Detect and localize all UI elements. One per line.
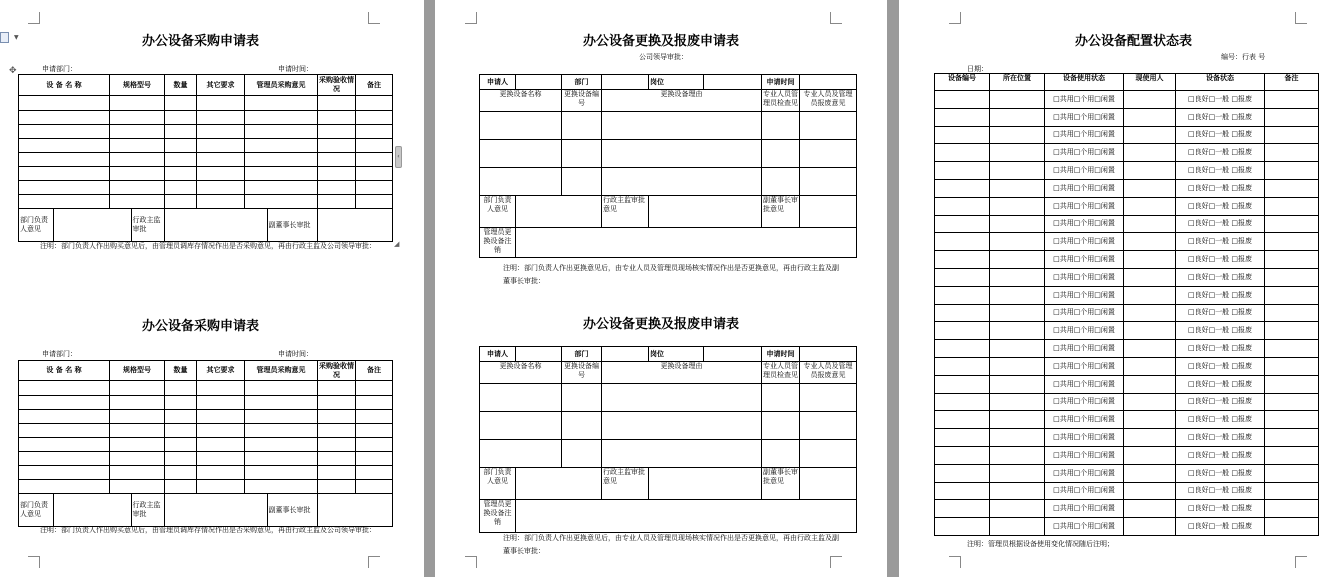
device-status-options[interactable]: □良好□一般 □报废 xyxy=(1176,233,1265,251)
crop-mark xyxy=(949,556,961,568)
usage-status-options[interactable]: □共用□个用□闲置 xyxy=(1045,411,1124,429)
purchase-table xyxy=(18,74,393,242)
usage-status-options[interactable]: □共用□个用□闲置 xyxy=(1045,357,1124,375)
header-cell: 设备状态 xyxy=(1176,74,1265,91)
table-row xyxy=(935,340,1319,358)
crop-mark xyxy=(1295,12,1307,24)
device-status-options[interactable]: □良好□一般 □报废 xyxy=(1176,340,1265,358)
table-move-icon[interactable]: ✥ xyxy=(9,66,17,76)
usage-status-options[interactable]: □共用□个用□闲置 xyxy=(1045,286,1124,304)
header-cell: 采购验收情况 xyxy=(319,361,354,379)
usage-status-options[interactable]: □共用□个用□闲置 xyxy=(1045,233,1124,251)
table-row xyxy=(19,424,393,438)
device-status-options[interactable]: □良好□一般 □报废 xyxy=(1176,304,1265,322)
table-row xyxy=(19,480,393,494)
purchase-table xyxy=(18,360,393,527)
register-label: 管理员更换设备注销 xyxy=(480,500,516,533)
device-status-options[interactable]: □良好□一般 □报废 xyxy=(1176,357,1265,375)
usage-status-options[interactable]: □共用□个用□闲置 xyxy=(1045,500,1124,518)
header-cell: 更换设备编号 xyxy=(562,362,602,384)
device-status-options[interactable]: □良好□一般 □报废 xyxy=(1176,500,1265,518)
header-cell: 采购验收情况 xyxy=(318,75,356,96)
table-row xyxy=(935,179,1319,197)
table-row xyxy=(19,125,393,139)
device-status-options[interactable]: □良好□一般 □报废 xyxy=(1176,322,1265,340)
applicant-label: 申请人 xyxy=(480,347,516,362)
table-row xyxy=(935,464,1319,482)
dept-head-label: 部门负责人意见 xyxy=(19,494,53,526)
page-2 xyxy=(435,0,887,577)
table-row xyxy=(19,153,393,167)
table-row xyxy=(19,466,393,480)
signature-row xyxy=(19,494,393,527)
header-cell: 设 备 名 称 xyxy=(19,75,110,96)
table-row xyxy=(19,381,393,396)
dept-label: 部门 xyxy=(562,75,602,90)
usage-status-options[interactable]: □共用□个用□闲置 xyxy=(1045,197,1124,215)
position-label: 岗位 xyxy=(649,347,704,362)
apply-dept-label: 申请部门： xyxy=(42,65,77,73)
chevron-down-icon[interactable]: ▼ xyxy=(14,34,19,41)
device-status-options[interactable]: □良好□一般 □报废 xyxy=(1176,91,1265,109)
page-3 xyxy=(899,0,1332,577)
header-row xyxy=(935,74,1319,91)
usage-status-options[interactable]: □共用□个用□闲置 xyxy=(1045,482,1124,500)
replace-form-title: 办公设备更换及报废申请表 xyxy=(583,317,740,332)
apply-time-label: 申请时间： xyxy=(278,65,313,73)
table-row xyxy=(935,126,1319,144)
vp-approval-label: 副董事长审批 xyxy=(268,505,311,514)
header-cell: 更换设备名称 xyxy=(480,362,562,384)
date-label: 日期： xyxy=(967,65,988,73)
purchase-note: 注明：部门负责人作出购买意见后，由管理员调库存情况作出是否采购意见，再由行政主监及公司领导审批： xyxy=(40,242,376,250)
table-row xyxy=(935,108,1319,126)
header-cell: 更换设备理由 xyxy=(602,362,762,384)
table-row xyxy=(480,140,857,168)
table-row xyxy=(480,168,857,196)
table-row xyxy=(19,396,393,410)
signature-row xyxy=(19,209,393,242)
table-row xyxy=(935,429,1319,447)
table-row xyxy=(19,111,393,125)
header-cell: 管理员采购意见 xyxy=(245,361,318,381)
device-status-options[interactable]: □良好□一般 □报废 xyxy=(1176,482,1265,500)
replace-note: 注明：部门负责人作出更换意见后，由专业人员及管理员现场核实情况作出是否更换意见，再由行政主监及副董事长审批： xyxy=(503,534,839,555)
usage-status-options[interactable]: □共用□个用□闲置 xyxy=(1045,464,1124,482)
usage-status-options[interactable]: □共用□个用□闲置 xyxy=(1045,162,1124,180)
dept-label: 部门 xyxy=(562,347,602,362)
purchase-form-title: 办公设备采购申请表 xyxy=(142,319,260,334)
dept-head-label: 部门负责人意见 xyxy=(480,468,516,500)
header-cell: 更换设备名称 xyxy=(480,90,562,112)
table-row xyxy=(935,304,1319,322)
crop-mark xyxy=(465,556,477,568)
device-status-options[interactable]: □良好□一般 □报废 xyxy=(1176,179,1265,197)
header-cell: 专业人员管理员检查见 xyxy=(762,362,800,384)
header-cell: 备注 xyxy=(1265,74,1319,91)
device-status-options[interactable]: □良好□一般 □报废 xyxy=(1176,251,1265,269)
applicant-label: 申请人 xyxy=(480,75,516,90)
header-cell: 管理员采购意见 xyxy=(245,75,318,96)
device-status-options[interactable]: □良好□一般 □报废 xyxy=(1176,393,1265,411)
admin-approval-label: 行政主监审批意见 xyxy=(602,196,649,228)
header-cell: 其它要求 xyxy=(197,75,245,96)
device-status-options[interactable]: □良好□一般 □报废 xyxy=(1176,429,1265,447)
usage-status-options[interactable]: □共用□个用□闲置 xyxy=(1045,375,1124,393)
crop-mark xyxy=(465,12,477,24)
usage-status-options[interactable]: □共用□个用□闲置 xyxy=(1045,322,1124,340)
header-cell: 更换设备编号 xyxy=(562,90,602,112)
table-row xyxy=(19,139,393,153)
position-label: 岗位 xyxy=(649,75,704,90)
usage-status-options[interactable]: □共用□个用□闲置 xyxy=(1045,126,1124,144)
replace-table xyxy=(479,74,857,258)
config-form-title: 办公设备配置状态表 xyxy=(1075,34,1193,49)
header-cell: 其它要求 xyxy=(197,361,245,381)
usage-status-options[interactable]: □共用□个用□闲置 xyxy=(1045,393,1124,411)
header-cell: 数量 xyxy=(165,75,197,96)
device-status-options[interactable]: □良好□一般 □报废 xyxy=(1176,464,1265,482)
purchase-note: 注明：部门负责人作出购买意见后，由管理员调库存情况作出是否采购意见，再由行政主监及公司领导审批： xyxy=(40,526,376,534)
usage-status-options[interactable]: □共用□个用□闲置 xyxy=(1045,268,1124,286)
device-status-options[interactable]: □良好□一般 □报废 xyxy=(1176,215,1265,233)
serial-label: 编号：行表 号 xyxy=(1221,53,1266,61)
device-status-options[interactable]: □良好□一般 □报废 xyxy=(1176,126,1265,144)
usage-status-options[interactable]: □共用□个用□闲置 xyxy=(1045,518,1124,536)
crop-mark xyxy=(830,12,842,24)
table-row xyxy=(19,181,393,195)
table-row xyxy=(935,233,1319,251)
header-cell: 规格型号 xyxy=(110,361,165,381)
vp-approval-label: 副董事长审批 xyxy=(268,220,311,229)
apply-dept-label: 申请部门： xyxy=(42,350,77,358)
header-cell: 设备使用状态 xyxy=(1045,74,1124,91)
device-status-options[interactable]: □良好□一般 □报废 xyxy=(1176,108,1265,126)
table-row xyxy=(935,446,1319,464)
table-row xyxy=(480,384,857,412)
register-row xyxy=(480,228,857,258)
purchase-form-title: 办公设备采购申请表 xyxy=(142,34,260,49)
apply-time-label: 申请时间 xyxy=(762,75,800,90)
header-cell: 设备编号 xyxy=(935,74,990,91)
header-cell: 更换设备理由 xyxy=(602,90,762,112)
table-row xyxy=(19,167,393,181)
replace-form-title: 办公设备更换及报废申请表 xyxy=(583,34,740,49)
signature-row xyxy=(480,196,857,228)
table-row xyxy=(935,482,1319,500)
device-status-options[interactable]: □良好□一般 □报废 xyxy=(1176,375,1265,393)
table-row xyxy=(935,91,1319,109)
apply-time-label: 申请时间 xyxy=(762,347,800,362)
leader-approval-label: 公司领导审批： xyxy=(639,53,688,61)
table-row xyxy=(935,500,1319,518)
usage-status-options[interactable]: □共用□个用□闲置 xyxy=(1045,429,1124,447)
usage-status-options[interactable]: □共用□个用□闲置 xyxy=(1045,304,1124,322)
device-status-options[interactable]: □良好□一般 □报废 xyxy=(1176,411,1265,429)
dept-head-label: 部门负责人意见 xyxy=(480,196,516,228)
register-row xyxy=(480,500,857,533)
admin-approval-label: 行政主监审批 xyxy=(132,216,161,233)
usage-status-options[interactable]: □共用□个用□闲置 xyxy=(1045,144,1124,162)
admin-approval-label: 行政主监审批 xyxy=(132,501,161,518)
header-cell: 备注 xyxy=(356,361,393,381)
crop-mark xyxy=(949,12,961,24)
table-row xyxy=(935,322,1319,340)
header-cell: 专业人员及管理员报废意见 xyxy=(800,362,857,384)
usage-status-options[interactable]: □共用□个用□闲置 xyxy=(1045,446,1124,464)
document-icon[interactable] xyxy=(0,32,9,43)
table-row xyxy=(19,96,393,111)
usage-status-options[interactable]: □共用□个用□闲置 xyxy=(1045,108,1124,126)
header-cell: 备注 xyxy=(356,75,393,96)
device-status-options[interactable]: □良好□一般 □报废 xyxy=(1176,518,1265,536)
header-cell: 所在位置 xyxy=(990,74,1045,91)
table-row xyxy=(19,410,393,424)
header-cell: 专业人员及管理员报废意见 xyxy=(800,90,857,112)
usage-status-options[interactable]: □共用□个用□闲置 xyxy=(1045,179,1124,197)
header-cell: 规格型号 xyxy=(110,75,165,96)
table-resize-icon[interactable]: ◢ xyxy=(394,240,400,248)
table-row xyxy=(19,195,393,209)
device-status-options[interactable]: □良好□一般 □报废 xyxy=(1176,197,1265,215)
usage-status-options[interactable]: □共用□个用□闲置 xyxy=(1045,91,1124,109)
replace-table xyxy=(479,346,857,533)
crop-mark xyxy=(1295,556,1307,568)
vp-approval-label: 副董事长审批意见 xyxy=(762,468,800,500)
table-row xyxy=(480,412,857,440)
crop-mark xyxy=(28,12,40,24)
crop-mark xyxy=(368,556,380,568)
device-status-options[interactable]: □良好□一般 □报废 xyxy=(1176,162,1265,180)
table-row xyxy=(480,112,857,140)
usage-status-options[interactable]: □共用□个用□闲置 xyxy=(1045,215,1124,233)
table-row xyxy=(935,251,1319,269)
table-row xyxy=(935,393,1319,411)
table-row xyxy=(935,375,1319,393)
header-cell: 数量 xyxy=(165,361,197,381)
table-row xyxy=(935,518,1319,536)
device-status-options[interactable]: □良好□一般 □报废 xyxy=(1176,446,1265,464)
dept-head-label: 部门负责人意见 xyxy=(19,209,53,241)
table-row xyxy=(480,440,857,468)
table-row xyxy=(935,215,1319,233)
replace-note: 注明：部门负责人作出更换意见后，由专业人员及管理员现场核实情况作出是否更换意见，再由行政主监及副董事长审批： xyxy=(503,264,839,285)
page-1 xyxy=(0,0,424,577)
crop-mark xyxy=(368,12,380,24)
table-row xyxy=(19,438,393,452)
table-row xyxy=(935,411,1319,429)
device-status-options[interactable]: □良好□一般 □报废 xyxy=(1176,268,1265,286)
header-cell: 设 备 名 称 xyxy=(19,361,110,381)
signature-row xyxy=(480,468,857,500)
table-row xyxy=(19,452,393,466)
table-row xyxy=(935,286,1319,304)
crop-mark xyxy=(28,556,40,568)
header-cell: 现使用人 xyxy=(1124,74,1176,91)
config-note: 注明：管理员根据设备使用变化情况随后注明； xyxy=(967,540,1114,548)
usage-status-options[interactable]: □共用□个用□闲置 xyxy=(1045,251,1124,269)
vp-approval-label: 副董事长审批意见 xyxy=(762,196,800,228)
header-cell: 专业人员管理员检查见 xyxy=(762,90,800,112)
device-status-options[interactable]: □良好□一般 □报废 xyxy=(1176,286,1265,304)
admin-approval-label: 行政主监审批意见 xyxy=(602,468,649,500)
usage-status-options[interactable]: □共用□个用□闲置 xyxy=(1045,340,1124,358)
device-status-options[interactable]: □良好□一般 □报废 xyxy=(1176,144,1265,162)
register-label: 管理员更换设备注销 xyxy=(480,228,516,258)
side-collapse-icon[interactable]: ‹ xyxy=(395,146,402,168)
table-row xyxy=(935,268,1319,286)
table-row xyxy=(935,357,1319,375)
config-table xyxy=(934,73,1319,536)
table-row xyxy=(935,144,1319,162)
table-row xyxy=(935,162,1319,180)
apply-time-label: 申请时间： xyxy=(278,350,313,358)
table-row xyxy=(935,197,1319,215)
